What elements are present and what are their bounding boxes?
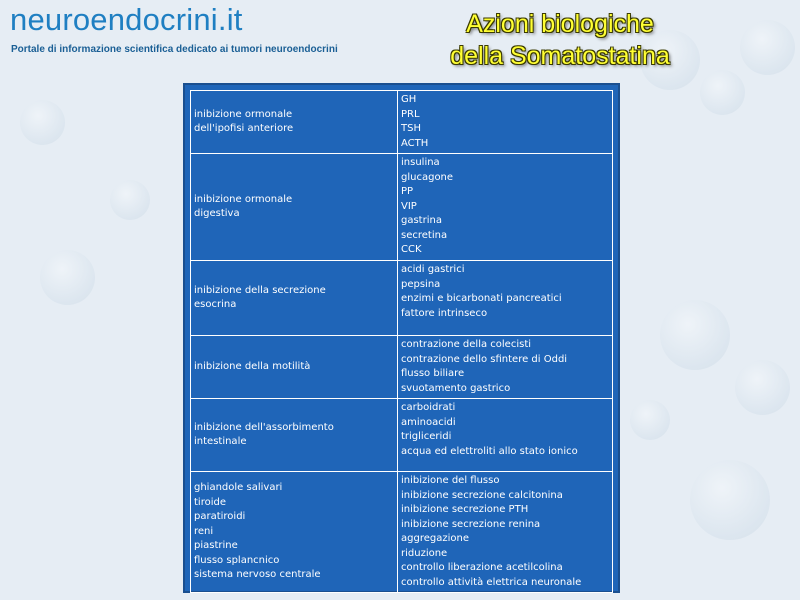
- table-row: [191, 472, 613, 593]
- target-text: CCK: [401, 244, 422, 255]
- target-text: contrazione dello sfintere di Oddi: [401, 353, 568, 365]
- target-text: riduzione: [401, 547, 448, 559]
- background-bubble: [20, 100, 65, 145]
- background-bubble: [630, 400, 670, 440]
- target-text: PRL: [401, 108, 420, 120]
- target-text: pepsina: [401, 278, 441, 290]
- target-text: inibizione secrezione PTH: [401, 504, 529, 515]
- target-text: svuotamento gastrico: [401, 382, 511, 394]
- actions-table-panel: [183, 83, 620, 593]
- target-text: carboidrati: [401, 402, 456, 413]
- action-target-cell: [398, 261, 613, 336]
- target-text: enzimi e bicarbonati pancreatici: [401, 293, 562, 304]
- category-text: inibizione della secrezione: [194, 284, 326, 296]
- target-text: glucagone: [401, 171, 454, 183]
- action-category-cell: [191, 472, 398, 593]
- table-row: [191, 154, 613, 261]
- category-text: sistema nervoso centrale: [194, 569, 321, 581]
- action-target-cell: [398, 154, 613, 261]
- background-bubble: [700, 70, 745, 115]
- target-text: inibizione secrezione renina: [401, 518, 541, 530]
- background-bubble: [660, 300, 730, 370]
- target-text: VIP: [401, 200, 417, 212]
- category-text: tiroide: [194, 496, 226, 508]
- action-target-cell: [398, 91, 613, 154]
- category-text: inibizione dell'assorbimento: [194, 421, 334, 433]
- actions-table: [190, 90, 613, 593]
- action-target-cell: [398, 336, 613, 399]
- category-text: flusso splancnico: [194, 554, 280, 566]
- category-text: inibizione ormonale: [194, 108, 293, 120]
- logo-suffix: .it: [217, 2, 243, 37]
- category-text: ghiandole salivari: [194, 482, 283, 494]
- category-text: dell'ipofisi anteriore: [194, 123, 294, 134]
- category-text: intestinale: [194, 436, 247, 447]
- site-logo[interactable]: [10, 2, 243, 38]
- table-row: [191, 91, 613, 154]
- action-category-cell: [191, 154, 398, 261]
- action-category-cell: [191, 261, 398, 336]
- target-text: TSH: [401, 123, 421, 134]
- slide-title-line1: Azioni biologiche: [466, 10, 654, 38]
- category-text: digestiva: [194, 208, 240, 219]
- target-text: PP: [401, 186, 414, 197]
- category-text: inibizione ormonale: [194, 193, 293, 205]
- site-tagline: Portale di informazione scientifica dedicato ai tumori neuroendocrini: [11, 44, 338, 55]
- target-text: trigliceridi: [401, 431, 452, 442]
- target-text: inibizione secrezione calcitonina: [401, 489, 563, 501]
- target-text: controllo attività elettrica neuronale: [401, 576, 582, 588]
- target-text: ACTH: [401, 137, 429, 149]
- table-row: [191, 399, 613, 472]
- action-category-cell: [191, 399, 398, 472]
- action-target-cell: [398, 472, 613, 593]
- background-bubble: [690, 460, 770, 540]
- logo-text: neuroendocrini: [10, 2, 218, 37]
- target-text: gastrina: [401, 215, 442, 226]
- category-text: paratiroidi: [194, 511, 246, 523]
- target-text: acqua ed elettroliti allo stato ionico: [401, 445, 578, 457]
- category-text: inibizione della motilità: [194, 360, 311, 372]
- background-bubble: [40, 250, 95, 305]
- action-category-cell: [191, 336, 398, 399]
- slide-title-line2: della Somatostatina: [450, 42, 670, 70]
- target-text: acidi gastrici: [401, 264, 465, 275]
- target-text: secretina: [401, 229, 448, 241]
- target-text: inibizione del flusso: [401, 475, 500, 486]
- target-text: GH: [401, 94, 417, 105]
- slide-title: [410, 8, 710, 72]
- action-target-cell: [398, 399, 613, 472]
- target-text: aggregazione: [401, 533, 469, 544]
- category-text: reni: [194, 525, 214, 537]
- background-bubble: [740, 20, 795, 75]
- target-text: fattore intrinseco: [401, 307, 488, 319]
- target-text: insulina: [401, 157, 440, 168]
- background-bubble: [735, 360, 790, 415]
- target-text: controllo liberazione acetilcolina: [401, 562, 563, 573]
- background-bubble: [110, 180, 150, 220]
- target-text: aminoacidi: [401, 416, 456, 428]
- category-text: esocrina: [194, 299, 237, 310]
- table-row: [191, 336, 613, 399]
- target-text: flusso biliare: [401, 368, 465, 379]
- target-text: contrazione della colecisti: [401, 339, 532, 350]
- action-category-cell: [191, 91, 398, 154]
- table-row: [191, 261, 613, 336]
- category-text: piastrine: [194, 540, 238, 552]
